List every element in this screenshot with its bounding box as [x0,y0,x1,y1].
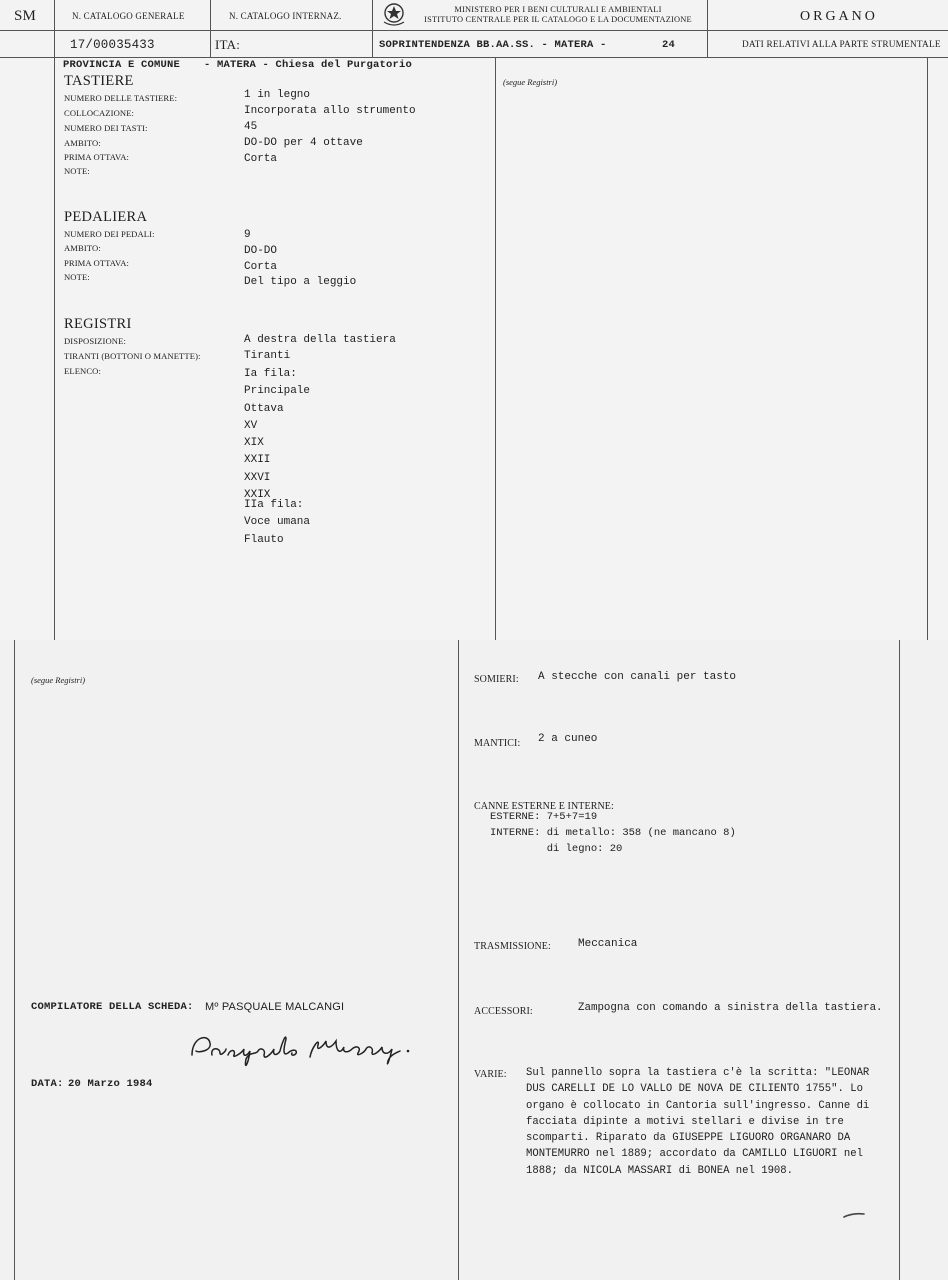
numero-tastiere-value: 1 in legno [244,89,311,101]
list-item: 1888; da NICOLA MASSARI di BONEA nel 1908. [526,1164,794,1177]
catalogo-internaz-label: N. CATALOGO INTERNAZ. [229,11,342,21]
trasmissione-label: TRASMISSIONE: [474,941,551,952]
prima-ottava-pedaliera-value: Corta [244,261,278,273]
ambito-tastiere-label: AMBITO: [64,138,101,148]
bottom-left-margin-line [14,640,15,1280]
tiranti-value: Tiranti [244,350,291,362]
ambito-tastiere-value: DO-DO per 4 ottave [244,137,363,149]
provincia-comune-label: PROVINCIA E COMUNE [63,59,181,71]
ambito-pedaliera-label: AMBITO: [64,243,101,253]
list-item: Flauto [244,533,284,546]
header-divider [0,30,948,31]
segue-registri-top: (segue Registri) [503,77,558,87]
list-item: scomparti. Riparato da GIUSEPPE LIGUORO ORGANARO DA [526,1132,851,1145]
right-margin-line [927,57,928,640]
catalogo-generale-label: N. CATALOGO GENERALE [72,11,185,21]
list-item: Principale [244,385,311,398]
ministero-header [418,5,698,24]
registri-title: REGISTRI [64,316,132,332]
list-item: IIa fila: [244,499,304,511]
collocazione-value: Incorporata allo strumento [244,105,416,117]
pen-mark [842,1210,866,1220]
varie-values [526,1065,869,1179]
elenco-label: ELENCO: [64,366,101,376]
left-margin-line [54,0,55,640]
state-emblem-icon [381,2,407,26]
accessori-value: Zampogna con comando a sinistra della tastiera. [578,1002,883,1014]
prima-ottava-pedaliera-label: PRIMA OTTAVA: [64,258,129,268]
organo-title: ORGANO [800,9,878,24]
list-item: Voce umana [244,516,311,529]
list-item: Sul pannello sopra la tastiera c'è la scritta: "LEONAR [526,1067,870,1079]
list-item: INTERNE: di metallo: 358 (ne mancano 8) [490,827,736,839]
signature-image [186,1025,426,1073]
tastiere-title: TASTIERE [64,73,134,89]
header-col-line-1 [210,0,211,57]
pedaliera-title: PEDALIERA [64,209,148,225]
bottom-center-line [458,640,459,1280]
list-item: organo è collocato in Cantoria sull'ingresso. Canne di [526,1099,870,1112]
numero-pedali-value: 9 [244,229,251,241]
prima-ottava-tastiere-value: Corta [244,153,278,165]
list-item: facciata dipinte a motivi stellari e divise in tre [526,1115,844,1128]
header-col-line-2 [372,0,373,57]
list-item: di legno: 20 [490,843,623,855]
canne-label: CANNE ESTERNE E INTERNE: [474,801,614,812]
list-item: DUS CARELLI DE LO VALLO DE NOVA DE CILIENTO 1755". Lo [526,1083,863,1096]
collocazione-label: COLLOCAZIONE: [64,108,135,118]
segue-registri-bottom: (segue Registri) [31,675,86,685]
data-label: DATA: [31,1078,64,1090]
dati-strumentale-label: DATI RELATIVI ALLA PARTE STRUMENTALE [742,40,941,50]
mantici-label: MANTICI: [474,738,521,749]
numero-tasti-label: NUMERO DEI TASTI: [64,123,148,133]
numero-tastiere-label: NUMERO DELLE TASTIERE: [64,93,178,103]
list-item: Ottava [244,402,284,415]
trasmissione-value: Meccanica [578,938,638,950]
registri-fila-2 [244,497,310,549]
somieri-label: SOMIERI: [474,674,519,685]
bottom-sheet [0,640,948,1280]
compilatore-label: COMPILATORE DELLA SCHEDA: [31,1001,194,1013]
sm-label: SM [14,8,37,24]
mantici-value: 2 a cuneo [538,733,598,745]
list-item: XXIX [244,489,271,502]
disposizione-label: DISPOSIZIONE: [64,336,126,346]
list-item: ESTERNE: 7+5+7=19 [490,811,598,823]
somieri-value: A stecche con canali per tasto [538,671,737,683]
numero-pedali-label: NUMERO DEI PEDALI: [64,229,155,239]
center-column-line [495,57,496,640]
registri-fila-1 [244,366,310,504]
list-item: MONTEMURRO nel 1889; accordato da CAMILLO LIGUORI nel [526,1148,863,1161]
prima-ottava-tastiere-label: PRIMA OTTAVA: [64,152,129,162]
ministero-line-2: ISTITUTO CENTRALE PER IL CATALOGO E LA DOCUMENTAZIONE [424,14,692,24]
sheet-number: 24 [662,39,676,51]
ambito-pedaliera-value: DO-DO [244,245,278,257]
header-bottom-line [0,57,948,58]
data-value: 20 Marzo 1984 [68,1078,153,1090]
numero-tasti-value: 45 [244,121,258,133]
varie-label: VARIE: [474,1069,507,1080]
list-item: XXII [244,454,271,467]
note-tastiere-label: NOTE: [64,166,90,176]
list-item: XV [244,419,258,432]
list-item: Ia fila: [244,368,297,380]
header-col-line-3 [707,0,708,57]
canne-values [490,809,736,857]
bottom-right-margin-line [899,640,900,1280]
note-pedaliera-value: Del tipo a leggio [244,276,357,288]
soprintendenza-value: SOPRINTENDENZA BB.AA.SS. - MATERA - [379,39,607,51]
note-pedaliera-label: NOTE: [64,272,90,282]
list-item: XIX [244,437,264,450]
accessori-label: ACCESSORI: [474,1006,533,1017]
list-item: XXVI [244,471,271,484]
catalogo-internaz-value: ITA: [215,37,241,52]
ministero-line-1: MINISTERO PER I BENI CULTURALI E AMBIENTALI [454,5,662,14]
compilatore-value: Mº PASQUALE MALCANGI [205,1001,345,1013]
catalogo-generale-value: 17/00035433 [70,38,155,52]
disposizione-value: A destra della tastiera [244,334,396,346]
provincia-comune-value: - MATERA - Chiesa del Purgatorio [204,59,413,71]
tiranti-label: TIRANTI (BOTTONI O MANETTE): [64,351,201,361]
